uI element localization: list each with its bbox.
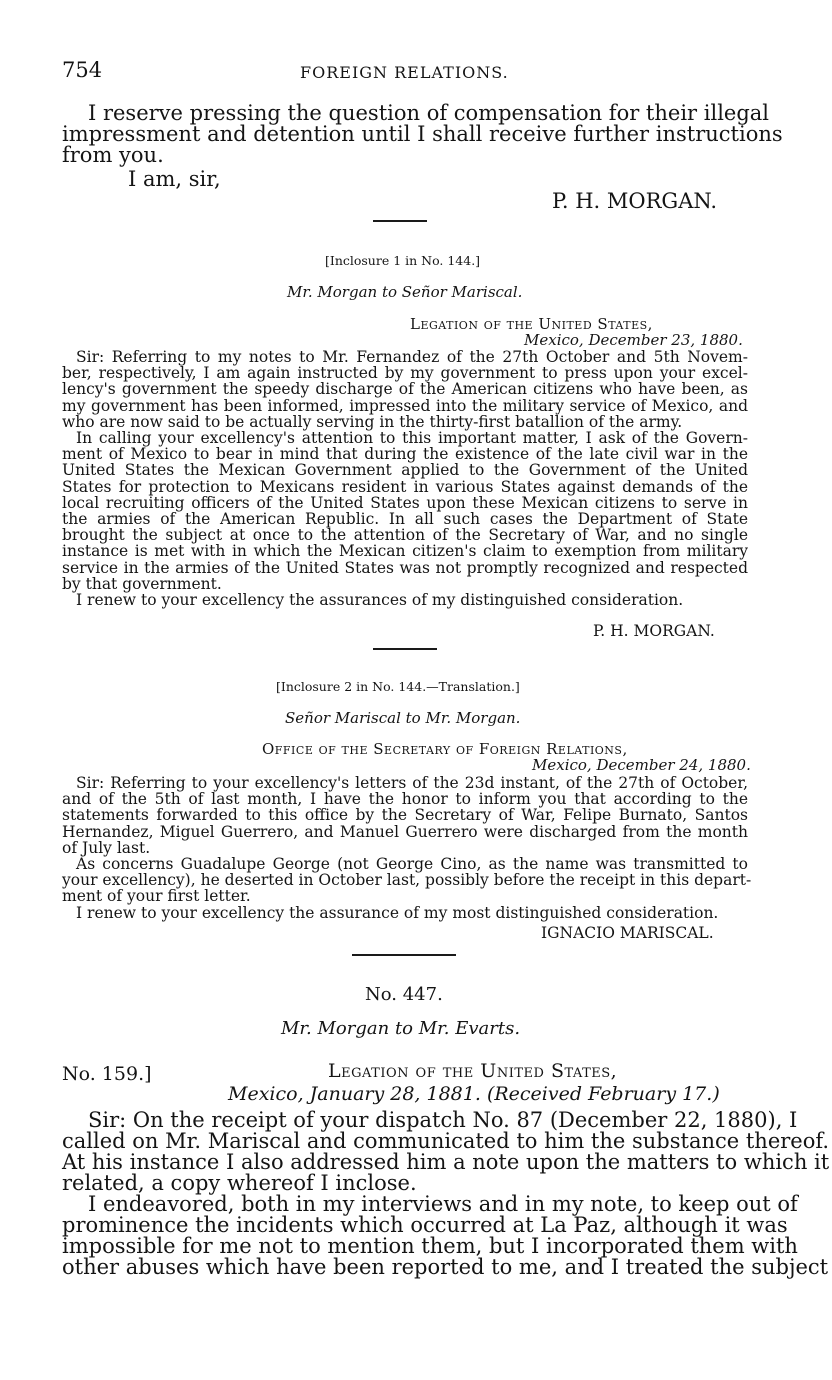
divider [373,648,437,650]
text-line: States for protection to Mexicans resident in various States against demands of the [62,477,748,496]
text-line: impossible for me not to mention them, but I incorporated them with [62,1234,798,1258]
letter-body [62,349,748,608]
text-line: At his instance I also addressed him a note upon the matters to which it [62,1150,830,1174]
text-line: of July last. [62,838,151,857]
legation-place: Legation of the United States, [328,1060,618,1082]
text-line: related, a copy whereof I inclose. [62,1171,417,1195]
text-line: prominence the incidents which occurred at La Paz, although it was [62,1213,788,1237]
salutation: I am, sir, [128,167,221,191]
page-number: 754 [62,58,103,82]
text-line: from you. [62,143,164,167]
text-line: ment of Mexico to bear in mind that during the existence of the late civil war in the [62,445,748,464]
text-line: the armies of the American Republic. In all such cases the Department of State [62,510,748,529]
text-line: other abuses which have been reported to me, and I treated the subject [62,1255,829,1279]
text-line: service in the armies of the United States was not promptly recognized and respected [62,558,748,577]
letter-title: Mr. Morgan to Señor Mariscal. [287,283,523,301]
text-line: I reserve pressing the question of compensation for their illegal [88,101,770,125]
text-line: I renew to your excellency the assurance of my most distinguished consideration. [76,903,719,922]
divider [373,220,427,222]
text-line: my government has been informed, impressed into the military service of Mexico, and [62,396,748,415]
text-line: I renew to your excellency the assurances of my distinguished consideration. [76,591,684,610]
text-line: United States the Mexican Government applied to the Government of the United [62,461,748,480]
signature: IGNACIO MARISCAL. [541,924,714,942]
letter-title: Señor Mariscal to Mr. Morgan. [285,709,521,727]
text-line: called on Mr. Mariscal and communicated to him the substance thereof. [62,1129,830,1153]
text-line: I endeavored, both in my interviews and in my note, to keep out of [88,1192,798,1216]
signature: P. H. MORGAN. [593,622,715,640]
dispatch-date: Mexico, January 28, 1881. (Received February 17.) [228,1083,720,1105]
letter-date: Mexico, December 24, 1880. [532,756,751,774]
text-line: local recruiting officers of the United States upon these Mexican citizens to serve in [62,493,748,512]
inclosure-label: [Inclosure 2 in No. 144.—Translation.] [276,679,520,694]
text-line: As concerns Guadalupe George (not George Cino, as the name was transmitted to [76,855,748,874]
document-number: No. 447. [365,984,443,1005]
text-line: instance is met with in which the Mexican citizen's claim to exemption from military [62,542,748,561]
text-line: Sir: Referring to my notes to Mr. Fernandez of the 27th October and 5th Novem- [76,348,748,366]
text-line: ment of your first letter. [62,887,251,906]
text-line: brought the subject at once to the attention of the Secretary of War, and no single [62,526,748,545]
dispatch-number: No. 159.] [62,1063,152,1085]
text-line: by that government. [62,574,222,593]
document-title: Mr. Morgan to Mr. Evarts. [281,1018,521,1039]
dispatch-body [62,1108,830,1279]
text-line: statements forwarded to this office by the Secretary of War, Felipe Burnato, Santos [62,806,748,825]
divider [352,954,456,956]
letter-place: Office of the Secretary of Foreign Relations, [262,740,628,758]
text-line: Sir: Referring to your excellency's letters of the 23d instant, of the 27th of October, [76,774,748,792]
text-line: and of the 5th of last month, I have the honor to inform you that according to the [62,790,748,809]
letter-date: Mexico, December 23, 1880. [524,331,743,349]
letter-place: Legation of the United States, [410,315,653,333]
text-line: impressment and detention until I shall receive further instructions [62,122,783,146]
signature: P. H. MORGAN. [552,189,718,213]
running-title: FOREIGN RELATIONS. [300,63,509,82]
inclosure-label: [Inclosure 1 in No. 144.] [325,253,481,268]
text-line: ber, respectively, I am again instructed by my government to press upon your excel- [62,364,748,383]
text-line: Sir: On the receipt of your dispatch No. 87 (December 22, 1880), I [88,1108,798,1132]
text-line: your excellency), he deserted in October last, possibly before the receipt in this depart- [62,871,752,890]
text-line: In calling your excellency's attention to this important matter, I ask of the Govern- [76,429,748,448]
letter-body [62,774,752,922]
text-line: who are now said to be actually serving in the thirty-first batallion of the army. [62,412,683,431]
text-line: Hernandez, Miguel Guerrero, and Manuel Guerrero were discharged from the month [62,822,748,841]
opening-paragraph [62,101,783,167]
text-line: lency's government the speedy discharge of the American citizens who have been, as [62,380,748,399]
